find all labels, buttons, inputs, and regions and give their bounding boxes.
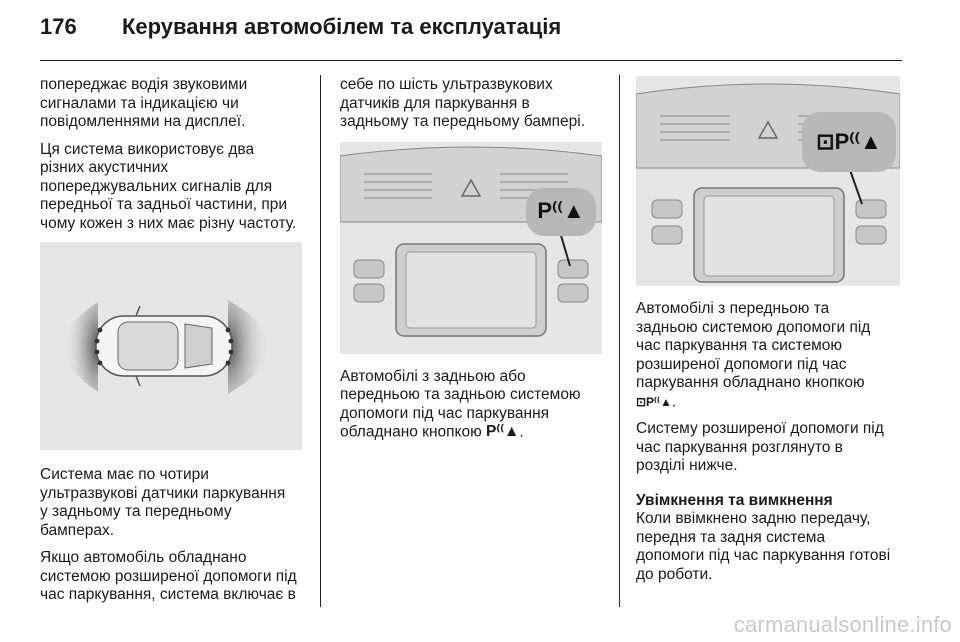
column-divider-2 — [619, 75, 620, 607]
dashboard-figure-advanced — [636, 76, 900, 286]
paragraph: себе по шість ультразвукових датчиків для паркування в задньому та передньому бампері. — [340, 76, 586, 130]
paragraph: Система має по чотири ультразвукові датчики паркування у задньому та передньому бамперах. — [40, 466, 286, 539]
dashboard-figure-rear-front — [340, 142, 602, 354]
page-header — [40, 14, 902, 50]
page-title: Керування автомобілем та експлуатація — [122, 14, 562, 39]
paragraph: Якщо автомобіль обладнано системою розширеної допомоги під час паркування, система включає в — [40, 549, 297, 603]
section-heading: Увімкнення та вимкнення — [636, 491, 833, 509]
column-1 — [40, 76, 310, 614]
dashboard-illustration — [636, 76, 900, 286]
advanced-parking-assist-icon: ⊡P⁽⁽▲ — [636, 394, 672, 409]
paragraph: Систему розширеної допомоги під час паркування розглянуто в розділі нижче. — [636, 420, 884, 475]
parking-assist-icon: P⁽⁽▲ — [486, 423, 520, 440]
paragraph: Коли ввімкнено задню передачу, передня та задня система допомоги під час паркування готові до роботи. — [636, 510, 891, 583]
paragraph: Ця система використовує два різних акустичних попереджувальних сигналів для передньої та задньої частини, при чому кожен з них має різну частоту. — [40, 140, 297, 232]
advanced-parking-assist-button-callout: ⊡P⁽⁽▲ — [802, 112, 896, 172]
parking-assist-button-callout: P⁽⁽▲ — [526, 188, 596, 236]
dashboard-illustration — [340, 142, 602, 354]
header-divider — [40, 60, 902, 61]
page-number: 176 — [40, 14, 77, 39]
car-top-view-illustration — [40, 242, 302, 450]
parking-sensor-diagram — [40, 242, 302, 450]
watermark: carmanualsonline.info — [733, 612, 952, 637]
column-divider-1 — [320, 75, 321, 607]
figure-caption: Автомобілі з задньою або передньою та задньою системою допомоги під час паркування обладнано кнопкою P⁽⁽▲. — [340, 367, 581, 441]
column-3 — [636, 76, 908, 593]
figure-caption: Автомобілі з передньою та задньою системою допомоги під час паркування та системою розширеної допомоги під час паркування обладнано кнопкою ⊡P⁽⁽▲. — [636, 300, 871, 410]
column-2 — [340, 76, 610, 442]
paragraph: попереджає водія звуковими сигналами та індикацією чи повідомленнями на дисплеї. — [40, 76, 248, 130]
